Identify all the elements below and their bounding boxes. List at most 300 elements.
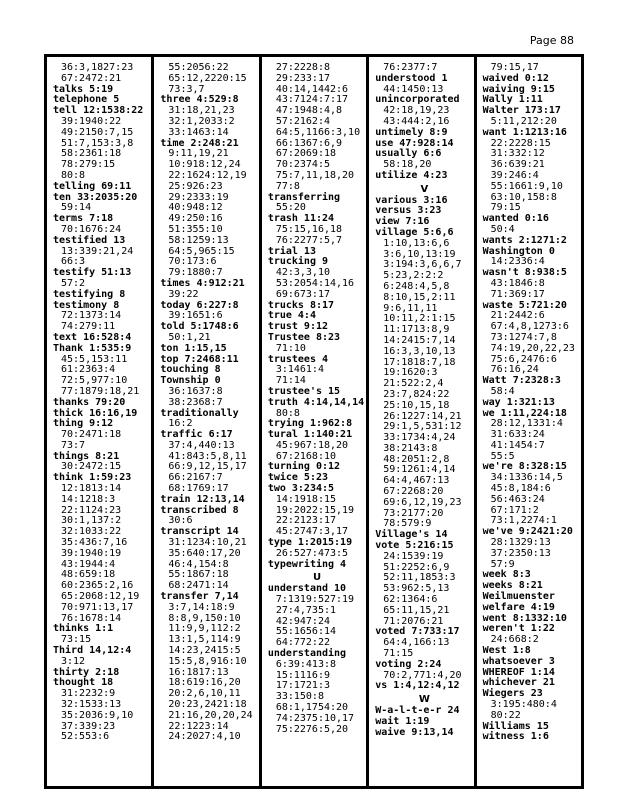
page-line-ref: 57:9 xyxy=(490,558,515,570)
page-line-ref: 29:2333:19 xyxy=(168,191,229,203)
page-line-ref: 79:15,17 xyxy=(490,62,539,73)
page-line-ref: 48:659:18 xyxy=(61,569,116,581)
page-line-ref: 15:5,8,916:10 xyxy=(168,655,247,667)
page-line-ref: 61:2363:4 xyxy=(61,364,116,376)
page-line-ref: 35:2036:9,10 xyxy=(61,709,134,721)
page-line-ref: 67:2168:10 xyxy=(275,450,337,462)
page-line-ref: 5:23,2:2:2 xyxy=(383,270,444,282)
page-line-ref: 26:527:473:5 xyxy=(275,547,349,559)
page-line-ref: 6:39:413:8 xyxy=(275,658,337,670)
page-line-ref: 16:2 xyxy=(168,418,193,430)
page-line-ref: 80:8 xyxy=(275,407,300,419)
index-entry: telephone 5 xyxy=(53,94,120,106)
page-line-ref: 38:2368:7 xyxy=(168,396,223,408)
page-number: Page 88 xyxy=(529,34,574,47)
page-line-ref: 76:1678:14 xyxy=(61,612,122,624)
page-line-ref: 70:173:6 xyxy=(168,256,217,268)
index-entry: times 4:912:21 xyxy=(160,277,245,289)
index-entry: testifying 8 xyxy=(53,288,126,300)
page-line-ref: 31:633:24 xyxy=(490,429,545,441)
index-entry: terms 7:18 xyxy=(53,213,114,225)
page-line-ref: 24:668:2 xyxy=(490,634,539,646)
page-line-ref: 11:1713:8,9 xyxy=(383,324,450,336)
index-entry: trustees 4 xyxy=(267,353,329,365)
index-entry: voted 7:733:17 xyxy=(375,626,460,638)
index-entry: thanks 79:20 xyxy=(53,396,126,408)
index-entry: transferring xyxy=(267,191,341,203)
index-entry: ton 1:15,15 xyxy=(160,342,227,354)
page-line-ref: 33:1463:14 xyxy=(168,126,229,138)
index-entry: three 4:529:8 xyxy=(160,94,239,106)
page-line-ref: 37:4,440:13 xyxy=(168,439,235,451)
index-entry: told 5:1748:6 xyxy=(160,321,239,333)
page-line-ref: 7:1319:527:19 xyxy=(275,594,355,606)
index-entry: thick 16:16,19 xyxy=(53,407,138,419)
page-line-ref: 39:22 xyxy=(168,288,199,300)
page-line-ref: 13:339:21,24 xyxy=(61,245,134,257)
page-line-ref: 68:1769:17 xyxy=(168,483,229,495)
page-line-ref: 29:233:17 xyxy=(275,72,330,84)
page-line-ref: 8:8,9,150:10 xyxy=(168,612,241,624)
index-entry: trash 11:24 xyxy=(267,213,335,225)
page-line-ref: 80:8 xyxy=(61,169,86,181)
index-entry: week 8:3 xyxy=(482,569,531,581)
index-entry: text 16:528:4 xyxy=(53,331,132,343)
index-entry: understood 1 xyxy=(375,72,448,84)
index-entry: Wiegers 23 xyxy=(482,688,543,700)
page-line-ref: 37:339:23 xyxy=(61,720,116,732)
page-line-ref: 31:332:12 xyxy=(490,148,545,160)
index-entry: thought 18 xyxy=(53,677,114,689)
page-line-ref: 68:1,1754:20 xyxy=(275,702,349,714)
index-entry: trucks 8:17 xyxy=(267,299,335,311)
section-letter: U xyxy=(312,572,322,584)
index-column-1 xyxy=(47,57,154,786)
page-line-ref: 18:619:16,20 xyxy=(168,677,241,689)
page-line-ref: 70:2,771:4,20 xyxy=(383,669,462,681)
index-entry: ten 33:2035:20 xyxy=(53,191,138,203)
page-line-ref: 64:4,467:13 xyxy=(383,475,450,487)
page-line-ref: 17:1721:3 xyxy=(275,680,330,692)
index-entry: typewriting 4 xyxy=(267,558,347,570)
index-entry: WHEREOF 1:14 xyxy=(482,666,555,678)
index-entry: versus 3:23 xyxy=(375,205,442,217)
page-line-ref: 17:1818:7,18 xyxy=(383,356,456,368)
page-line-ref: 55:1656:14 xyxy=(275,626,337,638)
page-line-ref: 31:18,21,23 xyxy=(168,105,235,117)
page-line-ref: 41:843:5,8,11 xyxy=(168,450,247,462)
page-line-ref: 10:918:12,24 xyxy=(168,159,241,171)
page-line-ref: 55:1867:18 xyxy=(168,569,229,581)
page-line-ref: 76:2377:7 xyxy=(383,62,438,73)
index-entry: testified 13 xyxy=(53,234,126,246)
index-entry: whichever 21 xyxy=(482,677,555,689)
index-entry: waive 9:13,14 xyxy=(375,726,454,738)
page-line-ref: 69:673:17 xyxy=(275,288,330,300)
page-line-ref: 31:1234:10,21 xyxy=(168,537,247,549)
page-line-ref: 39:1940:19 xyxy=(61,547,122,559)
page-line-ref: 49:2150:7,15 xyxy=(61,126,134,138)
page-line-ref: 28:12,1331:4 xyxy=(490,418,563,430)
page-line-ref: 3:1461:4 xyxy=(275,364,324,376)
index-entry: view 7:16 xyxy=(375,216,430,228)
page-line-ref: 78:279:15 xyxy=(61,159,116,171)
page-line-ref: 21:16,20,20,24 xyxy=(168,709,253,721)
page-line-ref: 3:194:3,6,6,7 xyxy=(383,259,462,271)
page-line-ref: 45:5,153:11 xyxy=(61,353,128,365)
page-line-ref: 72:5,977:10 xyxy=(61,375,128,387)
index-entry: voting 2:24 xyxy=(375,658,442,670)
section-letter: W xyxy=(418,694,430,706)
index-entry: waiving 9:15 xyxy=(482,83,555,95)
index-entry: trying 1:962:8 xyxy=(267,418,353,430)
index-entry: telling 69:11 xyxy=(53,180,132,192)
page-line-ref: 60:2365:2,16 xyxy=(61,580,134,592)
page-line-ref: 37:2350:13 xyxy=(490,547,551,559)
index-entry: we 1:11,224:18 xyxy=(482,407,567,419)
page-line-ref: 68:2471:14 xyxy=(168,580,229,592)
page-line-ref: 66:3 xyxy=(61,256,86,268)
page-line-ref: 14:1218:3 xyxy=(61,493,116,505)
page-line-ref: 43:7124:7:17 xyxy=(275,94,349,106)
page-line-ref: 73:3,7 xyxy=(168,83,205,95)
index-entry: vote 5:216:15 xyxy=(375,540,454,552)
index-entry: untimely 8:9 xyxy=(375,126,448,138)
page-line-ref: 32:1,2033:2 xyxy=(168,115,235,127)
index-entry: twice 5:23 xyxy=(267,472,329,484)
page-line-ref: 39:246:4 xyxy=(490,169,539,181)
page-line-ref: 64:772:22 xyxy=(275,637,330,649)
page-line-ref: 53:962:5,13 xyxy=(383,583,450,595)
page-line-ref: 71:2076:21 xyxy=(383,615,444,627)
page-line-ref: 75:15,16,18 xyxy=(275,223,343,235)
index-entry: Township 0 xyxy=(160,375,221,387)
page-line-ref: 45:967:18,20 xyxy=(275,439,349,451)
index-entry: traffic 6:17 xyxy=(160,429,233,441)
page-line-ref: 22:2228:15 xyxy=(490,137,551,149)
index-entry: thirty 2:18 xyxy=(53,666,120,678)
index-entry: way 1:321:13 xyxy=(482,396,555,408)
index-entry: whatsoever 3 xyxy=(482,655,555,667)
page-line-ref: 42:947:24 xyxy=(275,615,330,627)
page-line-ref: 55:20 xyxy=(275,202,306,214)
page-line-ref: 62:1364:6 xyxy=(383,594,438,606)
page-line-ref: 52:553:6 xyxy=(61,731,110,743)
index-entry: Williams 15 xyxy=(482,720,549,732)
page-line-ref: 73:15 xyxy=(61,634,92,646)
page-line-ref: 30:2472:15 xyxy=(61,461,122,473)
page-line-ref: 71:369:17 xyxy=(490,288,545,300)
index-entry: W-a-l-t-e-r 24 xyxy=(375,705,460,717)
page-line-ref: 66:9,12,15,17 xyxy=(168,461,247,473)
page-line-ref: 52:11,1853:3 xyxy=(383,572,456,584)
index-entry: trust 9:12 xyxy=(267,321,329,333)
page-line-ref: 36:639:21 xyxy=(490,159,545,171)
page-line-ref: 30:1,137:2 xyxy=(61,515,122,527)
index-entry: talks 5:19 xyxy=(53,83,114,95)
index-entry: two 3:234:5 xyxy=(267,483,335,495)
index-entry: Village's 14 xyxy=(375,529,448,541)
index-entry: transfer 7,14 xyxy=(160,591,239,603)
page-line-ref: 71:14 xyxy=(275,375,306,387)
page-line-ref: 67:4,8,1273:6 xyxy=(490,321,569,333)
page-line-ref: 69:6,12,19,23 xyxy=(383,496,462,508)
page-line-ref: 43:1944:4 xyxy=(61,558,116,570)
index-entry: top 7:2468:11 xyxy=(160,353,239,365)
index-column-3 xyxy=(262,57,369,786)
page-line-ref: 66:1367:6,9 xyxy=(275,137,343,149)
page-line-ref: 22:1124:23 xyxy=(61,504,122,516)
page-line-ref: 32:1033:22 xyxy=(61,526,122,538)
index-entry: we're 8:328:15 xyxy=(482,461,567,473)
index-entry: truth 4:14,14,14 xyxy=(267,396,365,408)
index-entry: time 2:248:21 xyxy=(160,137,239,149)
page-line-ref: 22:1624:12,19 xyxy=(168,169,247,181)
index-entry: village 5:6,6 xyxy=(375,226,454,238)
index-entry: Wally 1:11 xyxy=(482,94,543,106)
index-entry: Weilmuenster xyxy=(482,591,555,603)
page-line-ref: 9:11,19,21 xyxy=(168,148,229,160)
page-line-ref: 10:11,2:1:15 xyxy=(383,313,456,325)
page-line-ref: 66:2167:7 xyxy=(168,472,223,484)
index-entry: unincorporated xyxy=(375,94,460,106)
page-line-ref: 43:444:2,16 xyxy=(383,115,450,127)
page-line-ref: 74:19,20,22,23 xyxy=(490,342,575,354)
index-entry: understand 10 xyxy=(267,583,347,595)
index-entry: touching 8 xyxy=(160,364,221,376)
index-entry: trucking 9 xyxy=(267,256,329,268)
page-line-ref: 16:1817:13 xyxy=(168,666,229,678)
index-entry: waste 5:721:20 xyxy=(482,299,567,311)
page-line-ref: 36:1637:8 xyxy=(168,385,223,397)
page-line-ref: 77:1879:18,21 xyxy=(61,385,140,397)
page-line-ref: 24:1539:19 xyxy=(383,550,444,562)
page-line-ref: 59:1261:4,14 xyxy=(383,464,456,476)
page-line-ref: 70:1676:24 xyxy=(61,223,122,235)
index-entry: various 3:16 xyxy=(375,194,448,206)
page-line-ref: 71:15 xyxy=(383,648,414,660)
index-entry: traditionally xyxy=(160,407,239,419)
page-line-ref: 19:2022:15,19 xyxy=(275,504,355,516)
page-line-ref: 14:1918:15 xyxy=(275,493,337,505)
page-line-ref: 58:2361:18 xyxy=(61,148,122,160)
page-line-ref: 41:1454:7 xyxy=(490,439,545,451)
page-line-ref: 73:1,2274:1 xyxy=(490,515,557,527)
page-line-ref: 21:522:2,4 xyxy=(383,378,444,390)
page-line-ref: 80:22 xyxy=(490,709,521,721)
page-line-ref: 73:7 xyxy=(61,439,86,451)
page-line-ref: 70:2471:18 xyxy=(61,429,122,441)
index-entry: utilize 4:23 xyxy=(375,169,448,181)
page-line-ref: 39:1651:6 xyxy=(168,310,223,322)
page-line-ref: 20:23,2421:18 xyxy=(168,699,247,711)
page-line-ref: 73:1274:7,8 xyxy=(490,331,557,343)
index-column-5 xyxy=(477,57,581,786)
page-line-ref: 5:11,212:20 xyxy=(490,115,557,127)
index-entry: turning 0:12 xyxy=(267,461,341,473)
index-entry: wants 2:1271:2 xyxy=(482,234,567,246)
index-entry: vs 1:4,12:4,12 xyxy=(375,680,460,692)
page-line-ref: 55:1661:9,10 xyxy=(490,180,563,192)
index-entry: we've 9:2421:20 xyxy=(482,526,573,538)
page-line-ref: 49:250:16 xyxy=(168,213,223,225)
page-line-ref: 79:1880:7 xyxy=(168,267,223,279)
page-line-ref: 15:1116:9 xyxy=(275,669,330,681)
page-line-ref: 27:2228:8 xyxy=(275,62,330,73)
page-line-ref: 74:2375:10,17 xyxy=(275,712,355,724)
page-line-ref: 32:1533:13 xyxy=(61,699,122,711)
page-line-ref: 72:1373:14 xyxy=(61,310,122,322)
page-line-ref: 33:1734:4,24 xyxy=(383,432,456,444)
page-line-ref: 3:6,10,13:19 xyxy=(383,248,456,260)
index-entry: tural 1:140:21 xyxy=(267,429,353,441)
page-line-ref: 38:2143:8 xyxy=(383,442,438,454)
page-line-ref: 14:23,2415:5 xyxy=(168,645,241,657)
index-entry: train 12:13,14 xyxy=(160,493,245,505)
page-line-ref: 12:1813:14 xyxy=(61,483,122,495)
page-line-ref: 51:2252:6,9 xyxy=(383,561,450,573)
index-entry: Trustee 8:23 xyxy=(267,331,341,343)
page-line-ref: 75:2276:5,20 xyxy=(275,723,349,735)
page-line-ref: 42:3,3,10 xyxy=(275,267,330,279)
page-line-ref: 45:2747:3,17 xyxy=(275,526,349,538)
page-line-ref: 40:948:12 xyxy=(168,202,223,214)
index-entry: wait 1:19 xyxy=(375,715,430,727)
index-entry: weren't 1:22 xyxy=(482,623,555,635)
page-line-ref: 71:10 xyxy=(275,342,306,354)
page-line-ref: 23:7,824:22 xyxy=(383,388,450,400)
page-line-ref: 13:1,5,114:9 xyxy=(168,634,241,646)
index-entry: trial 13 xyxy=(267,245,316,257)
page-line-ref: 56:463:24 xyxy=(490,493,545,505)
page-line-ref: 67:2268:20 xyxy=(383,486,444,498)
index-entry: transcript 14 xyxy=(160,526,239,538)
page-line-ref: 75:6,2476:6 xyxy=(490,353,557,365)
index-entry: things 8:21 xyxy=(53,450,120,462)
index-entry: think 1:59:23 xyxy=(53,472,132,484)
page-line-ref: 65:12,2220:15 xyxy=(168,72,247,84)
page-line-ref: 22:1223:14 xyxy=(168,720,229,732)
page-line-ref: 70:971:13,17 xyxy=(61,601,134,613)
index-entry: testimony 8 xyxy=(53,299,120,311)
section-letter: V xyxy=(420,183,429,195)
index-entry: Washington 0 xyxy=(482,245,555,257)
page-line-ref: 65:2068:12,19 xyxy=(61,591,140,603)
page-line-ref: 40:14,1442:6 xyxy=(275,83,349,95)
page-line-ref: 50:1,21 xyxy=(168,331,211,343)
page-line-ref: 43:1846:8 xyxy=(490,277,545,289)
page-line-ref: 3:12 xyxy=(61,655,86,667)
index-entry: waived 0:12 xyxy=(482,72,549,84)
page-line-ref: 11:9,9,112:2 xyxy=(168,623,241,635)
page-line-ref: 6:248:4,5,8 xyxy=(383,280,450,292)
index-entry: Watt 7:2328:3 xyxy=(482,375,561,387)
index-entry: Third 14,12:4 xyxy=(53,645,132,657)
page-line-ref: 50:4 xyxy=(490,223,515,235)
page-line-ref: 35:436:7,16 xyxy=(61,537,128,549)
page-line-ref: 48:2051:2,8 xyxy=(383,453,450,465)
page-line-ref: 1:10,13:6,6 xyxy=(383,237,450,249)
page-line-ref: 58:18,20 xyxy=(383,159,432,171)
page-line-ref: 64:4,166:13 xyxy=(383,637,450,649)
page-line-ref: 35:640:17,20 xyxy=(168,547,241,559)
index-entry: testify 51:13 xyxy=(53,267,132,279)
index-entry: went 8:1332:10 xyxy=(482,612,567,624)
page-line-ref: 25:926:23 xyxy=(168,180,223,192)
page-line-ref: 19:1620:3 xyxy=(383,367,438,379)
page-line-ref: 76:2277:5,7 xyxy=(275,234,343,246)
page-line-ref: 79:15 xyxy=(490,202,521,214)
page-line-ref: 64:5,1166:3,10 xyxy=(275,126,361,138)
index-entry: want 1:1213:16 xyxy=(482,126,567,138)
page-line-ref: 74:279:11 xyxy=(61,321,116,333)
page-line-ref: 42:18,19,23 xyxy=(383,105,450,117)
page-line-ref: 14:2415:7,14 xyxy=(383,334,456,346)
index-entry: transcribed 8 xyxy=(160,504,239,516)
page-line-ref: 8:10,15,2:11 xyxy=(383,291,456,303)
page-line-ref: 36:3,1827:23 xyxy=(61,62,134,73)
page-line-ref: 76:16,24 xyxy=(490,364,539,376)
page-line-ref: 28:1329:13 xyxy=(490,537,551,549)
page-line-ref: 73:2177:20 xyxy=(383,507,444,519)
page-line-ref: 39:1940:22 xyxy=(61,115,122,127)
page-line-ref: 20:2,6,10,11 xyxy=(168,688,241,700)
word-index-frame xyxy=(44,54,584,789)
page-line-ref: 33:150:8 xyxy=(275,691,324,703)
index-column-2 xyxy=(154,57,261,786)
index-entry: Walter 173:17 xyxy=(482,105,561,117)
page-line-ref: 51:355:10 xyxy=(168,223,223,235)
page-line-ref: 24:2027:4,10 xyxy=(168,731,241,743)
page-line-ref: 3:7,14:18:9 xyxy=(168,601,235,613)
page-line-ref: 9:6,11,11 xyxy=(383,302,438,314)
page-line-ref: 67:2069:18 xyxy=(275,148,337,160)
index-entry: witness 1:6 xyxy=(482,731,549,743)
index-entry: type 1:2015:19 xyxy=(267,537,353,549)
index-entry: thing 9:12 xyxy=(53,418,114,430)
index-column-4 xyxy=(369,57,476,786)
index-entry: wanted 0:16 xyxy=(482,213,549,225)
page-line-ref: 78:579:9 xyxy=(383,518,432,530)
index-entry: Thank 1:535:9 xyxy=(53,342,132,354)
index-entry: thinks 1:1 xyxy=(53,623,114,635)
page-line-ref: 44:1450:13 xyxy=(383,83,444,95)
index-entry: weeks 8:21 xyxy=(482,580,543,592)
page-line-ref: 58:1259:13 xyxy=(168,234,229,246)
page-line-ref: 3:195:480:4 xyxy=(490,699,557,711)
index-entry: usually 6:6 xyxy=(375,148,442,160)
page-line-ref: 51:7,153:3,8 xyxy=(61,137,134,149)
page-line-ref: 65:11,15,21 xyxy=(383,604,450,616)
index-entry: West 1:8 xyxy=(482,645,531,657)
page-line-ref: 26:1227:14,21 xyxy=(383,410,462,422)
page-line-ref: 57:2162:4 xyxy=(275,115,330,127)
index-entry: wasn't 8:938:5 xyxy=(482,267,567,279)
index-entry: understanding xyxy=(267,648,347,660)
page-line-ref: 58:4 xyxy=(490,385,515,397)
page-line-ref: 30:6 xyxy=(168,515,193,527)
page-line-ref: 64:5,965:15 xyxy=(168,245,235,257)
index-entry: tell 12:1538:22 xyxy=(53,105,144,117)
page-line-ref: 21:2442:6 xyxy=(490,310,545,322)
page-line-ref: 59:14 xyxy=(61,202,92,214)
page-line-ref: 75:7,11,18,20 xyxy=(275,169,355,181)
page-line-ref: 55:5 xyxy=(490,450,515,462)
page-line-ref: 57:2 xyxy=(61,277,86,289)
page-line-ref: 67:2472:21 xyxy=(61,72,122,84)
page-line-ref: 45:8,184:6 xyxy=(490,483,551,495)
page-line-ref: 55:2056:22 xyxy=(168,62,229,73)
